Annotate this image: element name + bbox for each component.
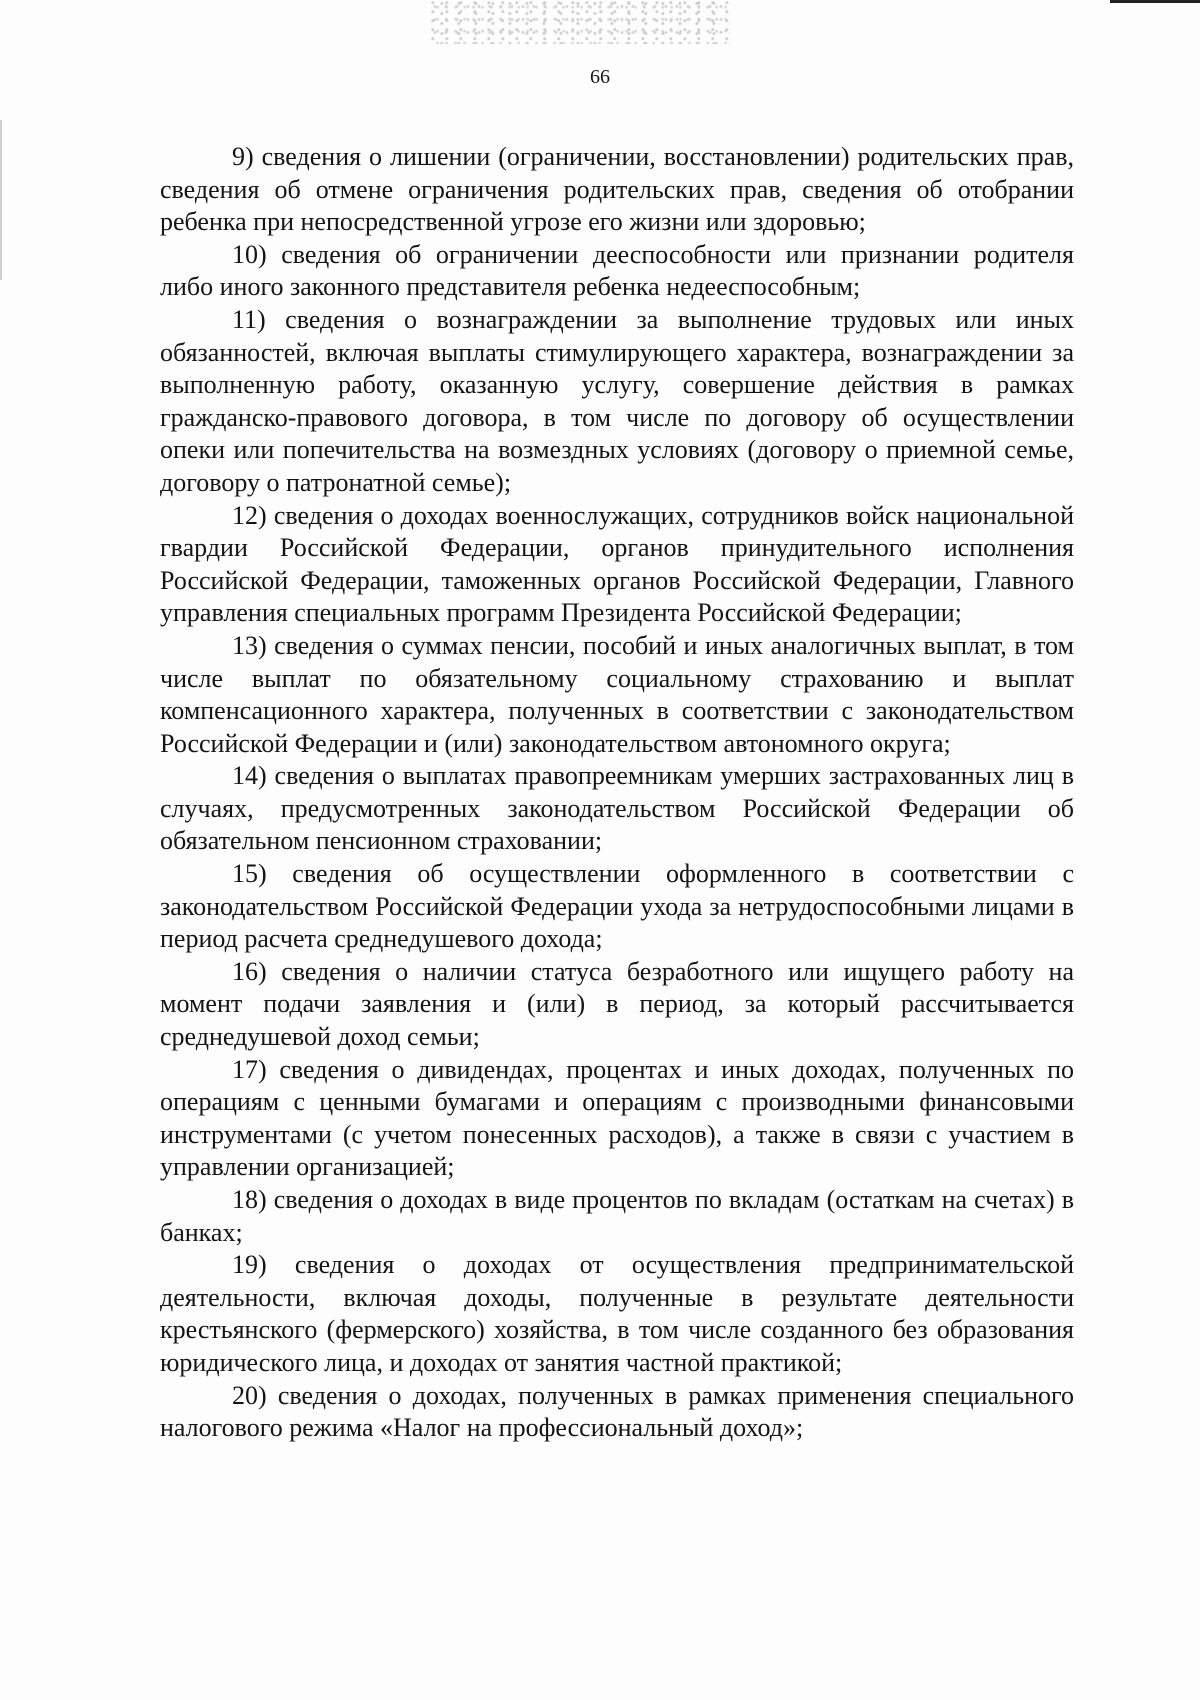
list-item-12: 12) сведения о доходах военнослужащих, сотрудников войск национальной гвардии Российской Федерации, органов принудительного исполнения Российской Федерации, таможенных органов Российской Федерации, Главного управления специальных программ Президента Российской Федерации; <box>160 500 1074 628</box>
list-item-16: 16) сведения о наличии статуса безработного или ищущего работу на момент подачи заявления и (или) в период, за который рассчитывается среднедушевой доход семьи; <box>160 956 1074 1052</box>
list-item-11: 11) сведения о вознаграждении за выполнение трудовых или иных обязанностей, включая выплаты стимулирующего характера, вознаграждении за выполненную работу, оказанную услугу, совершение действия в рамках гражданско-правового договора, в том числе по договору об осуществлении опеки или попечительства на возмездных условиях (договору о приемной семье, договору о патронатной семье); <box>160 304 1074 497</box>
list-item-10: 10) сведения об ограничении дееспособности или признании родителя либо иного законного представителя ребенка недееспособным; <box>160 239 1074 302</box>
list-item-18: 18) сведения о доходах в виде процентов по вкладам (остаткам на счетах) в банках; <box>160 1185 1074 1247</box>
scan-artifact <box>430 0 730 44</box>
list-item-14: 14) сведения о выплатах правопреемникам умерших застрахованных лиц в случаях, предусмотренных законодательством Российской Федерации об обязательном пенсионном страховании; <box>160 761 1074 856</box>
list-item-13: 13) сведения о суммах пенсии, пособий и иных аналогичных выплат, в том числе выплат по обязательному социальному страхованию и выплат компенсационного характера, полученных в соответствии с законодательством Российской Федерации и (или) законодательством автономного округа; <box>160 630 1074 758</box>
page-number: 66 <box>590 66 610 88</box>
list-item-19: 19) сведения о доходах от осуществления предпринимательской деятельности, включая доходы, полученные в результате деятельности крестьянского (фермерского) хозяйства, в том числе созданного без образования юридического лица, и доходах от занятия частной практикой; <box>160 1250 1074 1377</box>
list-item-20: 20) сведения о доходах, полученных в рамках применения специального налогового режима «Налог на профессиональный доход»; <box>160 1380 1074 1443</box>
scan-edge-mark <box>1110 0 1200 3</box>
scan-edge-shadow <box>0 120 2 280</box>
list-item-17: 17) сведения о дивидендах, процентах и иных доходах, полученных по операциям с ценными бумагами и операциям с производными финансовыми инструментами (с учетом понесенных расходов), а также в связи с участием в управлении организацией; <box>160 1054 1074 1182</box>
list-item-9: 9) сведения о лишении (ограничении, восстановлении) родительских прав, сведения об отмене ограничения родительских прав, сведения об отобрании ребенка при непосредственной угрозе его жизни или здоровью; <box>160 142 1074 237</box>
list-item-15: 15) сведения об осуществлении оформленного в соответствии с законодательством Российской Федерации ухода за нетрудоспособными лицами в период расчета среднедушевого дохода; <box>160 859 1074 954</box>
document-body <box>160 141 1074 1445</box>
